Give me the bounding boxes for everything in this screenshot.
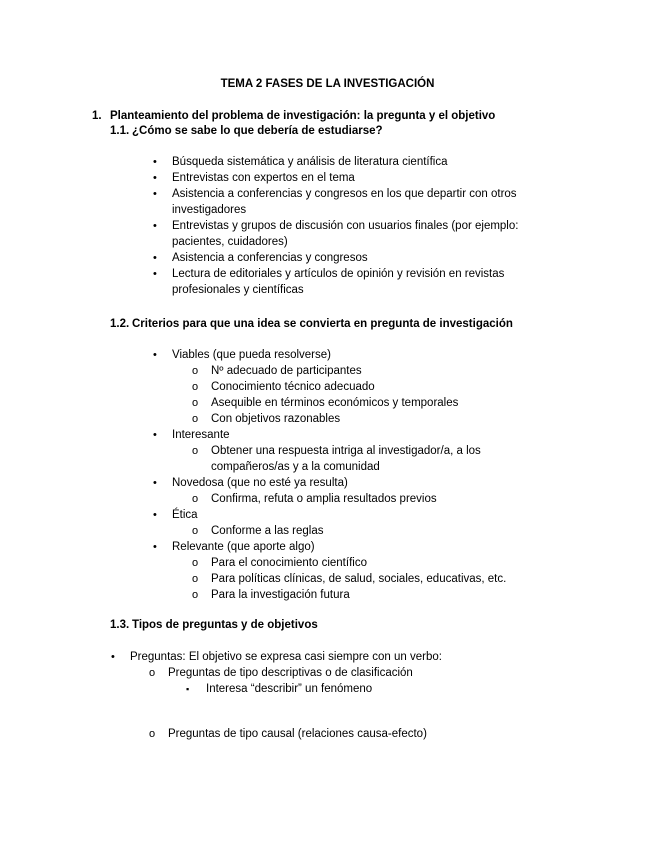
circle-bullet-icon: o xyxy=(192,573,199,585)
section-1-number: 1. xyxy=(92,110,102,122)
bullet-icon: • xyxy=(153,429,157,441)
criterion-label: Novedosa (que no esté ya resulta) xyxy=(172,477,348,489)
list-item xyxy=(153,154,552,170)
list-item xyxy=(153,218,552,250)
sublist-item-text: Para políticas clínicas, de salud, sociales, educativas, etc. xyxy=(211,573,507,585)
criterion-label: Interesante xyxy=(172,429,230,441)
list-item-text: Entrevistas y grupos de discusión con usuarios finales (por ejemplo: xyxy=(172,220,519,232)
subsection-1-1-number: 1.1. xyxy=(110,125,130,137)
list-item xyxy=(153,170,552,186)
criterion-label: Ética xyxy=(172,509,198,521)
criterion-item xyxy=(153,475,552,491)
circle-bullet-icon: o xyxy=(192,493,199,505)
circle-bullet-icon: o xyxy=(192,413,199,425)
list-item-text: Asistencia a conferencias y congresos xyxy=(172,252,368,264)
circle-bullet-icon: o xyxy=(192,365,199,377)
sublist-item xyxy=(192,395,552,411)
criterion-sublist xyxy=(172,523,552,539)
criteria-list xyxy=(153,347,552,603)
subsection-1-1-heading-text: ¿Cómo se sabe lo que debería de estudiarse? xyxy=(132,125,383,137)
sublist-item-text-continued: compañeros/as y a la comunidad xyxy=(211,461,380,473)
sublist-item-text: Obtener una respuesta intriga al investigador/a, a los xyxy=(211,445,481,457)
list-item xyxy=(153,186,552,218)
circle-bullet-icon: o xyxy=(192,445,199,457)
sublist-item-text: Con objetivos razonables xyxy=(211,413,341,425)
circle-bullet-icon: o xyxy=(192,589,199,601)
sublist-item-text: Confirma, refuta o amplia resultados previos xyxy=(211,493,437,505)
criterion-sublist xyxy=(172,491,552,507)
bullet-icon: • xyxy=(153,349,157,361)
bullet-icon: • xyxy=(153,156,157,168)
criterion-item xyxy=(153,507,552,523)
descriptive-text: Preguntas de tipo descriptivas o de clasificación xyxy=(168,667,413,679)
sublist-item xyxy=(192,363,552,379)
list-item-text: Entrevistas con expertos en el tema xyxy=(172,172,355,184)
circle-bullet-icon: o xyxy=(149,667,156,679)
bullet-icon: • xyxy=(153,541,157,553)
sources-list xyxy=(153,154,552,298)
bullet-icon: • xyxy=(153,268,157,280)
square-bullet-icon: ▪ xyxy=(186,684,190,694)
sublist-item xyxy=(192,411,552,427)
circle-bullet-icon: o xyxy=(192,381,199,393)
circle-bullet-icon: o xyxy=(192,525,199,537)
list-item-text-continued: investigadores xyxy=(172,204,247,216)
descriptive-sublist xyxy=(168,681,550,697)
criterion-label: Relevante (que aporte algo) xyxy=(172,541,315,553)
questions-item xyxy=(111,649,550,665)
question-types-list xyxy=(111,649,550,697)
causal-text: Preguntas de tipo causal (relaciones causa-efecto) xyxy=(168,728,427,740)
question-types-sublist xyxy=(130,665,550,697)
criterion-item xyxy=(153,347,552,363)
criterion-sublist xyxy=(172,363,552,427)
bullet-icon: • xyxy=(153,477,157,489)
section-1-heading xyxy=(92,108,495,124)
causal-item-inner xyxy=(149,726,568,742)
sublist-item xyxy=(192,443,552,475)
bullet-icon: • xyxy=(153,188,157,200)
subsection-1-2-number: 1.2. xyxy=(110,318,130,330)
list-item-text: Lectura de editoriales y artículos de opinión y revisión en revistas xyxy=(172,268,505,280)
questions-label: Preguntas: El objetivo se expresa casi siempre con un verbo: xyxy=(130,651,442,663)
list-item-text: Búsqueda sistemática y análisis de literatura científica xyxy=(172,156,448,168)
criterion-label: Viables (que pueda resolverse) xyxy=(172,349,331,361)
causal-item xyxy=(149,726,568,742)
bullet-icon: • xyxy=(153,220,157,232)
circle-bullet-icon: o xyxy=(149,728,156,740)
subsection-1-3-heading-text: Tipos de preguntas y de objetivos xyxy=(132,619,318,631)
subsection-1-3-number: 1.3. xyxy=(110,619,130,631)
bullet-icon: • xyxy=(111,651,115,663)
sublist-item xyxy=(192,555,552,571)
bullet-icon: • xyxy=(153,252,157,264)
sublist-item xyxy=(192,571,552,587)
descriptive-detail-text: Interesa “describir” un fenómeno xyxy=(206,683,373,695)
list-item xyxy=(153,266,552,298)
sublist-item-text: Para la investigación futura xyxy=(211,589,350,601)
sublist-item xyxy=(192,379,552,395)
descriptive-detail-item xyxy=(186,681,550,697)
descriptive-item xyxy=(149,665,550,681)
list-item-text-continued: profesionales y científicas xyxy=(172,284,304,296)
section-1-heading-text: Planteamiento del problema de investigación: la pregunta y el objetivo xyxy=(110,110,496,122)
sublist-item xyxy=(192,491,552,507)
circle-bullet-icon: o xyxy=(192,397,199,409)
subsection-1-3-heading xyxy=(110,617,318,633)
bullet-icon: • xyxy=(153,509,157,521)
criterion-item xyxy=(153,539,552,555)
bullet-icon: • xyxy=(153,172,157,184)
sublist-item xyxy=(192,587,552,603)
criterion-sublist xyxy=(172,555,552,603)
criterion-item xyxy=(153,427,552,443)
sublist-item-text: Conocimiento técnico adecuado xyxy=(211,381,375,393)
criterion-sublist xyxy=(172,443,552,475)
list-item xyxy=(153,250,552,266)
sublist-item-text: Asequible en términos económicos y temporales xyxy=(211,397,459,409)
page-title: TEMA 2 FASES DE LA INVESTIGACIÓN xyxy=(220,78,435,90)
subsection-1-1-heading xyxy=(110,123,383,139)
list-item-text: Asistencia a conferencias y congresos en los que departir con otros xyxy=(172,188,517,200)
sublist-item-text: Para el conocimiento científico xyxy=(211,557,367,569)
sublist-item xyxy=(192,523,552,539)
subsection-1-2-heading-text: Criterios para que una idea se convierta en pregunta de investigación xyxy=(132,318,513,330)
circle-bullet-icon: o xyxy=(192,557,199,569)
sublist-item-text: Conforme a las reglas xyxy=(211,525,324,537)
list-item-text-continued: pacientes, cuidadores) xyxy=(172,236,288,248)
sublist-item-text: Nº adecuado de participantes xyxy=(211,365,362,377)
subsection-1-2-heading xyxy=(110,316,513,332)
